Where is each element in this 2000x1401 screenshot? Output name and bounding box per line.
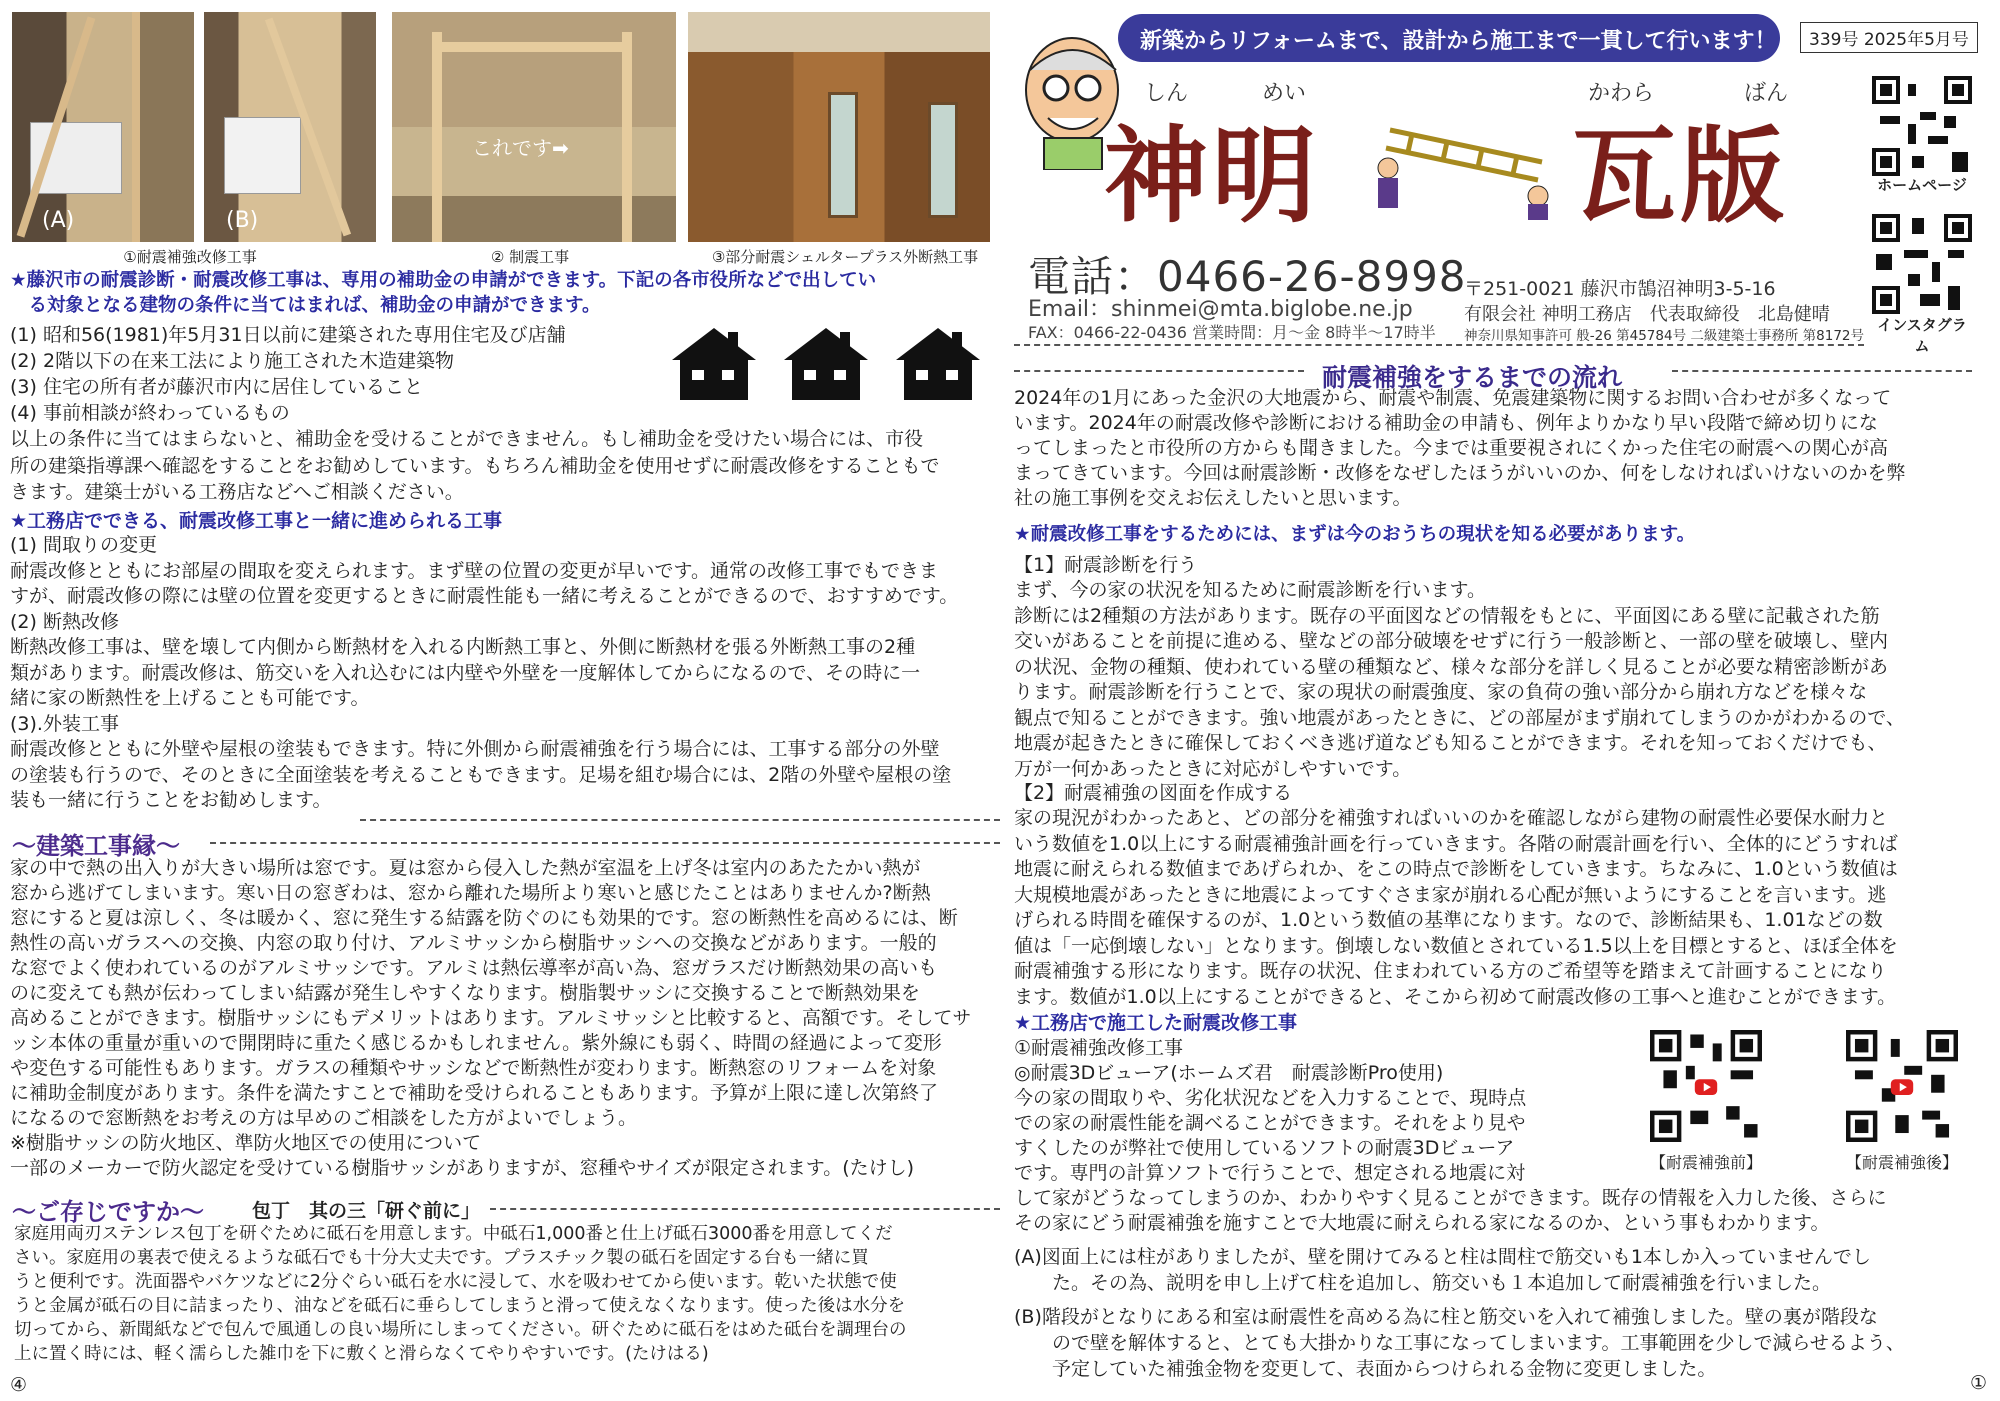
qr-label-instagram: インスタグラム: [1877, 316, 1967, 355]
step1-body: まず、今の家の状況を知るために耐震診断を行います。 診断には2種類の方法があります。既存の平面図などの情報をもとに、平面図にある壁に記載された筋 交いがあることを前提に進める、壁などの部分破壊をせずに行う一般診断と、一部の壁を破壊し、壁内 の状況、金物の種類、使われている壁の種類など、様々な部分を詳しく見ることが必要な精密診断があ ります。耐震診断を行うことで、家の現状の耐震強度、家の負荷の強い部分から崩れ方などを様々な 観点で知ることができます。強い地震があったときに、どの部屋がまず崩れてしまうのかがわかるので、 地震が起きたときに確保しておくべき逃げ道なども知ることができます。それを知っておくだけでも、 万が一何かあったときに対応がしやすいです。: [1014, 579, 1905, 780]
case-body-narrow: ①耐震補強改修工事 ◎耐震3Dビューア(ホームズ君 耐震診断Pro使用) 今の家の間取りや、劣化状況などを入力することで、現時点 での家の耐震性能を調べることができます。それをより見や すくしたのが弊社で使用しているソフトの耐震3Dビューア です。専門の計算ソフトで行うことで、想定される地震に対: [1014, 1037, 1527, 1184]
photo-4: [688, 12, 990, 242]
divider: [1014, 344, 1864, 346]
ruby-shin: しん: [1144, 81, 1189, 106]
page-number-left: ④: [10, 1374, 28, 1396]
photo-mark-a: (A): [42, 208, 75, 233]
note-a: (A)図面上には柱がありましたが、壁を開けてみると柱は間柱で筋交いも1本しか入っていませんでし た。その為、説明を申し上げて柱を追加し、筋交いも１本追加して耐震補強を行いました。: [1014, 1246, 1871, 1294]
step1-title: 【1】耐震診断を行う: [1014, 554, 1198, 576]
case-title: ★工務店で施工した耐震改修工事: [1014, 1012, 1298, 1034]
house-icon: [784, 328, 868, 400]
divider: [360, 819, 1000, 821]
photo-caption-3: ③部分耐震シェルタープラス外断熱工事: [711, 248, 979, 266]
photo-1: [12, 12, 194, 242]
photo-caption-1: ①耐震補強改修工事: [123, 248, 257, 266]
photo-2: [204, 12, 376, 242]
qr-code-before-video[interactable]: [1650, 1030, 1762, 1142]
flow-intro: 2024年の1月にあった金沢の大地震から、耐震や制震、免震建築物に関するお問い合わせが多くなって います。2024年の耐震改修や診断における補助金の申請も、例年よりかなり早い段階で締め切りにな ってしまったと市役所の方からも聞きました。今までは重要視されにくかった住宅の耐震への関心が高 まってきています。今回は耐震診断・改修をなぜしたほうがいいのか、何をしなければいけないのかを弊 社の施工事例を交えお伝えしたいと思います。: [1014, 387, 1906, 509]
gozonji-body: 家庭用両刃ステンレス包丁を研ぐために砥石を用意します。中砥石1,000番と仕上げ砥石3000番を用意してくだ さい。家庭用の裏表で使えるような砥石でも十分大丈夫です。プラスチック製の砥石を固定する台も一緒に買 うと便利です。洗面器やバケツなどに2分ぐらい砥石を水に浸して、水を吸わせてから使います。乾いた状態で使 うと金属が砥石の目に詰まったり、油などを砥石に垂らしてしまうと滑って使えなくなります。使った後は水分を 切ってから、新聞紙などで包んで風通しの良い場所にしまってください。研ぐために砥石をはめた砥台を調理台の 上に置く時には、軽く濡らした雑巾を下に敷くと滑らなくてやりやすいです。(たけはる): [14, 1224, 907, 1364]
step2-title: 【2】耐震補強の図面を作成する: [1014, 782, 1293, 804]
divider: [490, 1208, 1000, 1210]
divider: [1672, 370, 1972, 372]
house-icons: [672, 322, 1000, 402]
qr-label-after: 【耐震補強後】: [1845, 1153, 1958, 1172]
divider: [210, 842, 1000, 844]
license-info: 神奈川県知事許可 般-26 第45784号 二級建築士事務所 第8172号: [1464, 328, 1865, 344]
conditions-note: 以上の条件に当てはまらないと、補助金を受けることができません。もし補助金を受けたい場合には、市役 所の建築指導課へ確認をすることをお勧めしています。もちろん補助金を使用せずに耐震改修をすることもで きます。建築士がいる工務店などへご相談ください。: [10, 428, 940, 503]
photo-caption-2: ② 制震工事: [490, 248, 570, 266]
page-number-right: ①: [1970, 1372, 1988, 1394]
masthead-title-right: 瓦版: [1572, 114, 1789, 237]
kenchiku-body: 家の中で熱の出入りが大きい場所は窓です。夏は窓から侵入した熱が室温を上げ冬は室内のあたたかい熱が 窓から逃げてしまいます。寒い日の窓ぎわは、窓から離れた場所より寒いと感じたことはありませんか?断熱 窓にすると夏は涼しく、冬は暖かく、窓に発生する結露を防ぐのにも効果的です。窓の断熱性を高めるには、断 熱性の高いガラスへの交換、内窓の取り付け、アルミサッシから樹脂サッシへの交換などがあります。一般的 な窓でよく使われているのがアルミサッシです。アルミは熱伝導率が高い為、窓ガラスだけ断熱効果の高いも のに変えても熱が伝わってしまい結露が発生しやすくなります。樹脂製サッシに交換することで断熱効果を 高めることができます。樹脂サッシにもデメリットはあります。アルミサッシと比較すると、高額です。そしてサ ッシ本体の重量が重いので開閉時に重たく感じるかもしれません。紫外線にも弱く、時間の経過によって変形 や変色する可能性もあります。ガラスの種類やサッシなどで断熱性が変わります。断熱窓のリフォームを対象 に補助金制度があります。条件を満たすことで補助を受けられることもあります。予算が上限に達し次第終了 になるので窓断熱をお考えの方は早めのご相談をした方がよいでしょう。 ※樹脂サッシの防火地区、準防火地区での使用について 一部のメーカーで防火認定を受けている樹脂サッシがありますが、窓種やサイズが限定されます。(たけし): [10, 857, 972, 1179]
know-title: ★耐震改修工事をするためには、まずは今のおうちの現状を知る必要があります。: [1014, 524, 1696, 545]
photo-overlay-text: これです➡: [472, 136, 569, 160]
gozonji-title: 〜ご存じですか〜: [12, 1198, 204, 1226]
tagline: 新築からリフォームまで、設計から施工まで一貫して行います！: [1140, 29, 1777, 54]
ruby-ban: ばん: [1744, 81, 1789, 106]
kenchiku-title: 〜建築工事縁〜: [12, 832, 180, 860]
ladder-illustration: [1372, 110, 1557, 220]
phone-number: 電話：0466-26-8998: [1028, 252, 1467, 301]
flow-title: 耐震補強をするまでの流れ: [1322, 363, 1623, 392]
house-icon: [672, 328, 756, 400]
divider: [1014, 370, 1304, 372]
issue-number: 339号 2025年5月号: [1800, 22, 1978, 53]
masthead-title-left: 神明: [1104, 114, 1321, 237]
house-icon: [896, 328, 980, 400]
ruby-mei: めい: [1262, 81, 1307, 106]
subsidy-conditions: (1) 昭和56(1981)年5月31日以前に建築された専用住宅及び店舗 (2) 2階以下の在来工法により施工された木造建築物 (3) 住宅の所有者が藤沢市内に居住していること (4) 事前相談が終わっているもの: [10, 324, 566, 424]
ruby-kawara: かわら: [1588, 81, 1655, 106]
gozonji-subtitle: 包丁 其の三「研ぐ前に」: [252, 1200, 481, 1222]
qr-code-after-video[interactable]: [1846, 1030, 1958, 1142]
note-b: (B)階段がとなりにある和室は耐震性を高める為に柱と筋交いを入れて補強しました。壁の裏が階段な ので壁を解体すると、とても大掛かりな工事になってしまいます。工事範囲を少しで減らせるよう、 予定していた補強金物を変更して、表面からつけられる金物に変更しました。: [1014, 1306, 1905, 1380]
step2-body: 家の現況がわかったあと、どの部分を補強すればいいのかを確認しながら建物の耐震性必要保水耐力と いう数値を1.0以上にする耐震補強計画を行っていきます。各階の耐震計画を行い、全体的にどうすれば 地震に耐えられる数値まであげられか、をこの時点で診断をしていきます。ちなみに、1.0という数値は 大規模地震があったときに地震によってすぐさま家が崩れる心配が無いようにすることを言います。逃 げられる時間を確保するのが、1.0という数値の基準になります。なので、診断結果も、1.01などの数 値は「一応倒壊しない」となります。倒壊しない数値とされている1.5以上を目標とすると、ほぼ全体を 耐震補強する形になります。既存の状況、住まわれている方のご希望等を踏まえて計画することになり ます。数値が1.0以上にすることができると、そこから初めて耐震改修の工事へと進むことができます。: [1014, 807, 1898, 1008]
qr-code-instagram[interactable]: [1872, 214, 1972, 314]
qr-code-homepage[interactable]: [1872, 76, 1972, 176]
case-body-wide: して家がどうなってしまうのか、わかりやすく見ることができます。既存の情報を入力した後、さらに その家にどう耐震補強を施すことで大地震に耐えられる家になるのか、という事もわかります。: [1014, 1187, 1887, 1234]
qr-label-before: 【耐震補強前】: [1649, 1153, 1762, 1172]
subsidy-intro: ★藤沢市の耐震診断・耐震改修工事は、専用の補助金の申請ができます。下記の各市役所などで出してい る対象となる建物の条件に当てはまれば、補助金の申請ができます。: [10, 270, 877, 316]
section2-title: ★工務店でできる、耐震改修工事と一緒に進められる工事: [10, 510, 503, 532]
photo-mark-b: (B): [226, 208, 259, 233]
company-name: 有限会社 神明工務店 代表取締役 北島健晴: [1464, 304, 1830, 325]
qr-label-homepage: ホームページ: [1877, 176, 1967, 194]
photo-3: [392, 12, 676, 242]
fax-hours: FAX：0466-22-0436 営業時間：月〜金 8時半〜17時半: [1028, 323, 1436, 342]
email: Email：shinmei@mta.biglobe.ne.jp: [1028, 297, 1413, 322]
section2-body: (1) 間取りの変更 耐震改修とともにお部屋の間取を変えられます。まず壁の位置の変更が早いです。通常の改修工事でもできま すが、耐震改修の際には壁の位置を変更するときに耐震性能も一緒に考えることができるので、おすすめです。 (2) 断熱改修 断熱改修工事は、壁を壊して内側から断熱材を入れる内断熱工事と、外側に断熱材を張る外断熱工事の2種 類があります。耐震改修は、筋交いを入れ込むには内壁や外壁を一度解体してからになるので、その時に一 緒に家の断熱性を上げることも可能です。 (3).外装工事 耐震改修とともに外壁や屋根の塗装もできます。特に外側から耐震補強を行う場合には、工事する部分の外壁 の塗装も行うので、そのときに全面塗装を考えることもできます。足場を組む場合には、2階の外壁や屋根の塗 装も一緒に行うことをお勧めします。: [10, 534, 959, 811]
address: 〒251-0021 藤沢市鵠沼神明3-5-16: [1464, 278, 1776, 300]
